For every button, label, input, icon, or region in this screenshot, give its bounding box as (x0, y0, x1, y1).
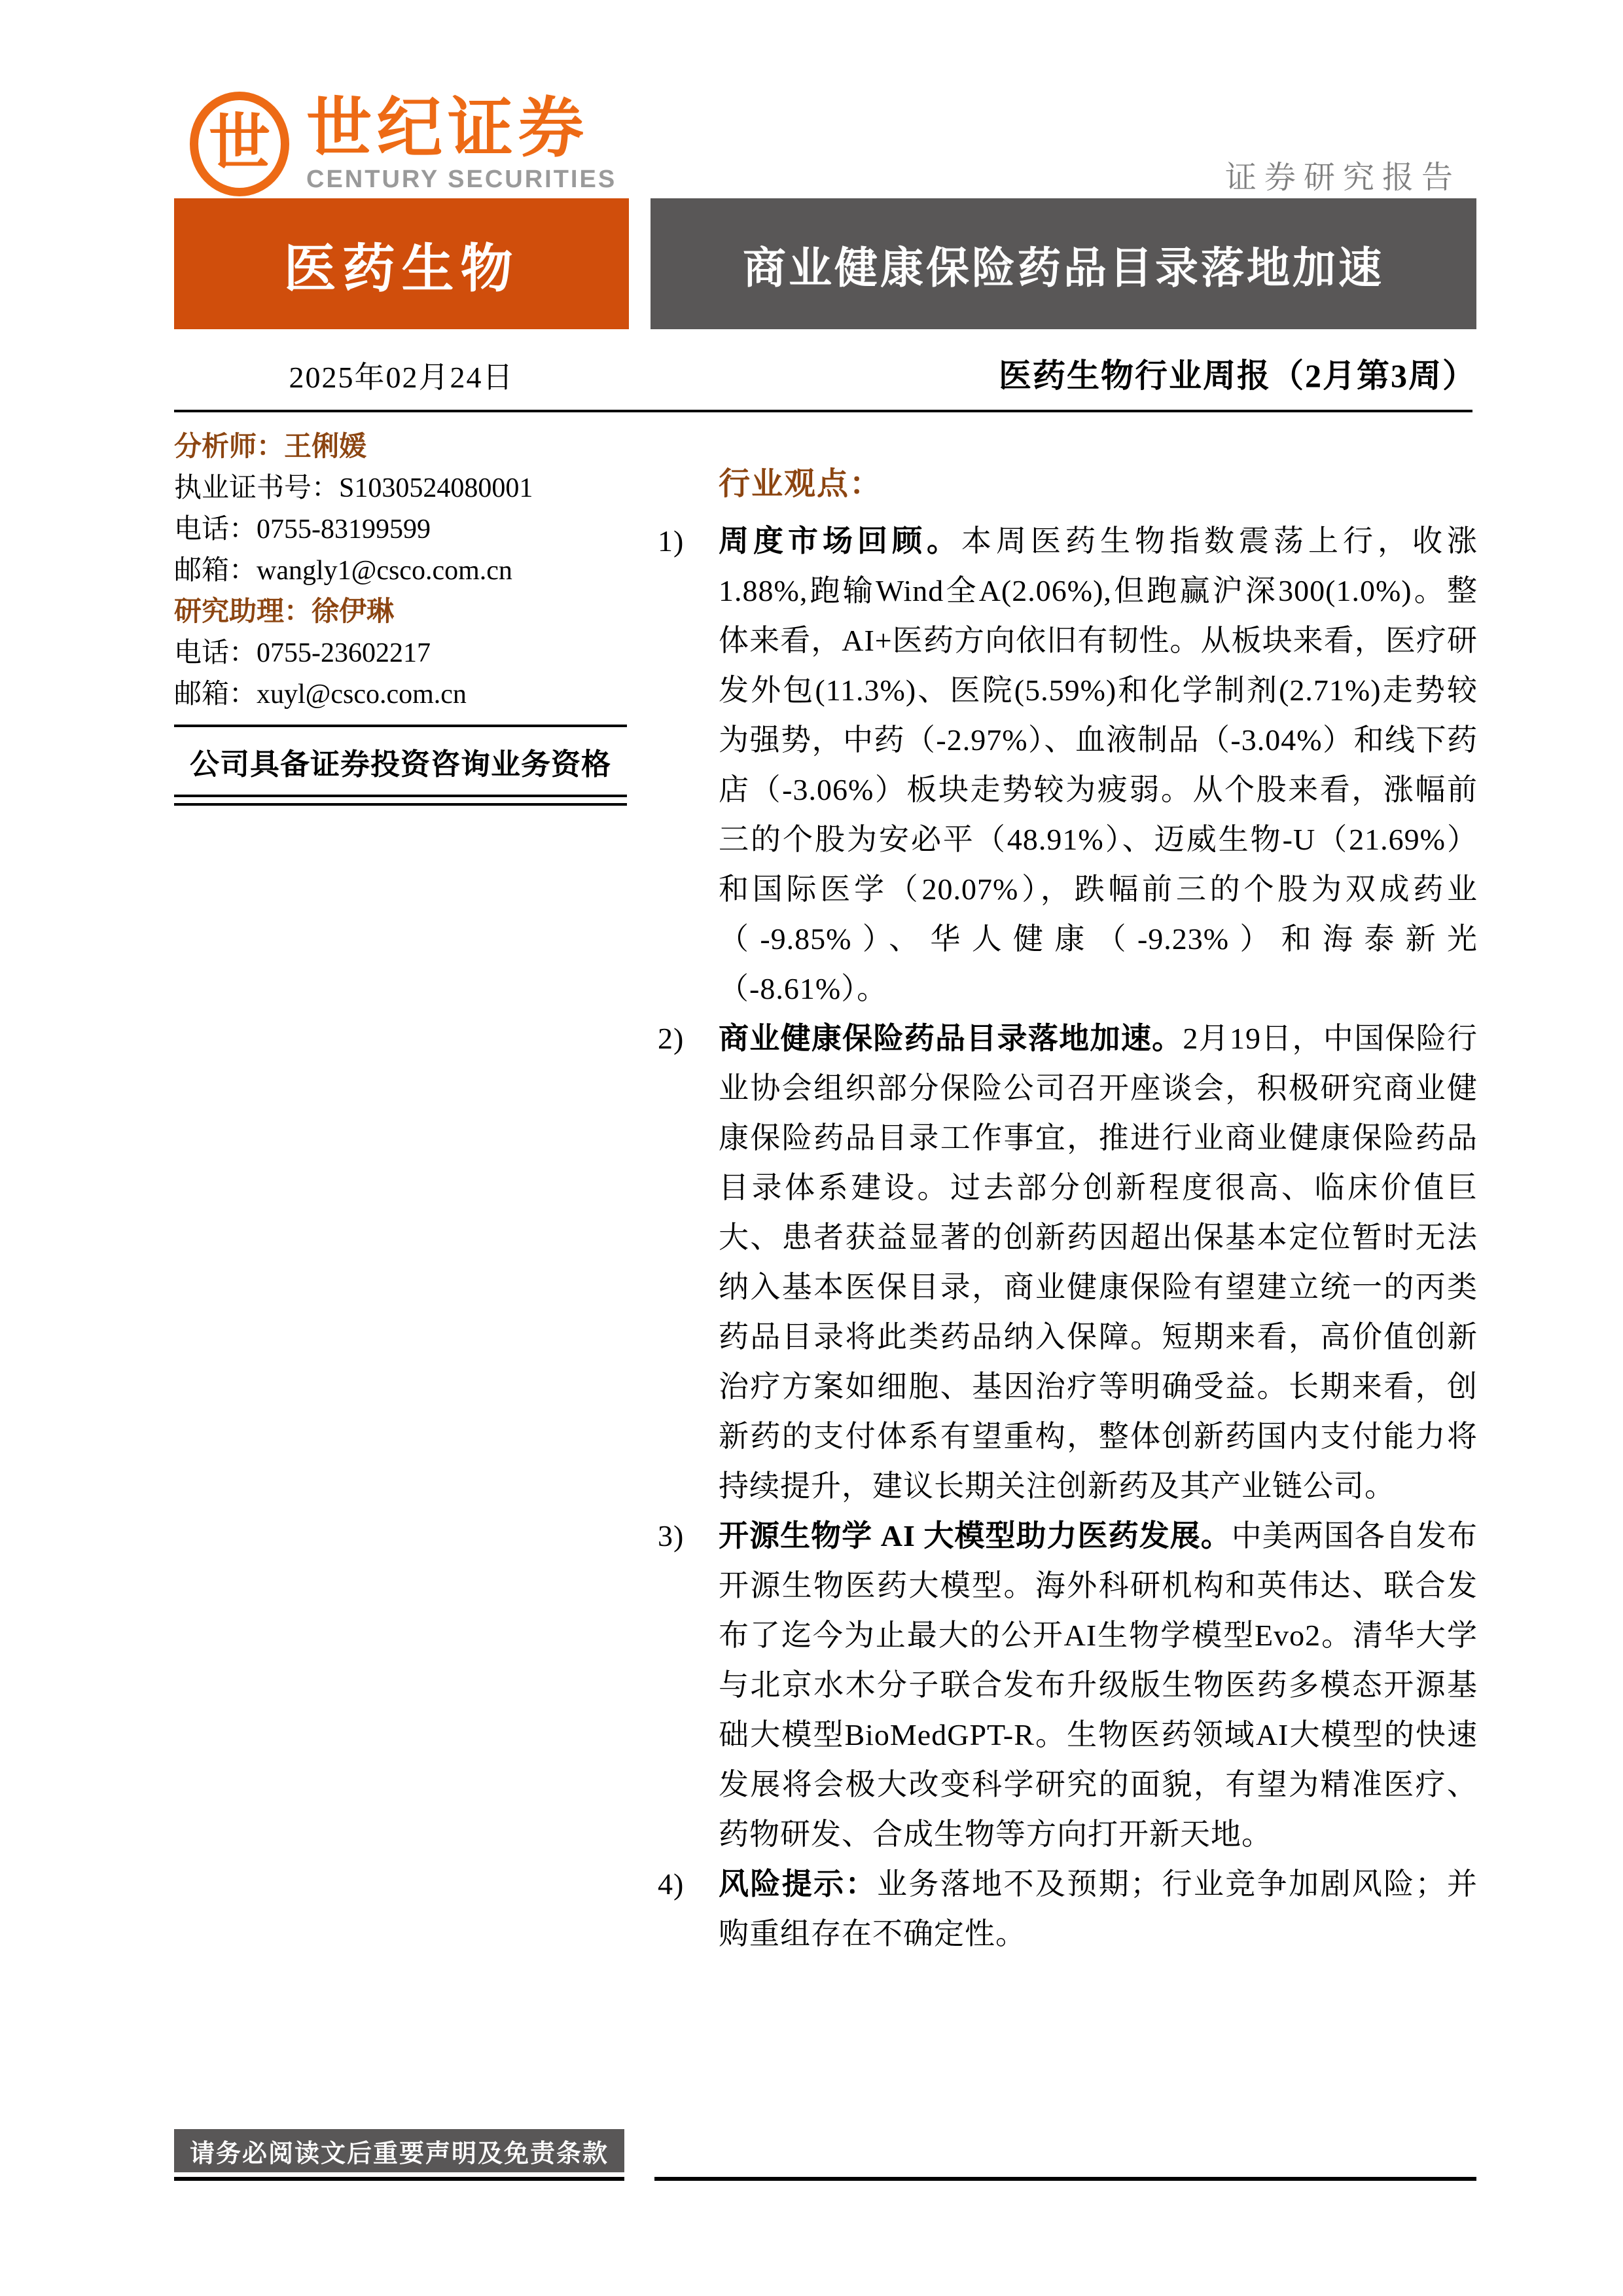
analyst-license-row: 执业证书号：S1030524080001 (174, 473, 533, 503)
analyst-name-row: 分析师：王俐媛 (174, 432, 367, 462)
point-text: 中美两国各自发布开源生物医药大模型。海外科研机构和英伟达、联合发布了迄今为止最大的公开AI生物学模型Evo2。清华大学与北京水木分子联合发布升级版生物医药多模态开源基础大模型BioMedGPT-R。生物医药领域AI大模型的快速发展将会极大改变科学研究的面貌，有望为精准医疗、药物研发、合成生物等方向打开新天地。 (719, 1519, 1478, 1851)
date-row (174, 350, 1476, 397)
assistant-name-row: 研究助理：徐伊琳 (174, 597, 395, 627)
report-title-box: 商业健康保险药品目录落地加速 (651, 198, 1476, 329)
footer-rule-right (654, 2177, 1476, 2181)
point-item-4 (658, 1859, 1478, 1959)
industry-box: 医药生物 (174, 198, 629, 329)
section-title: 行业观点： (719, 467, 883, 501)
qualification-note: 公司具备证券投资咨询业务资格 (189, 748, 611, 781)
point-lead: 风险提示： (719, 1867, 877, 1901)
analyst-phone-row: 电话：0755-83199599 (174, 514, 431, 545)
point-body (719, 1859, 1478, 1959)
footer-rule-left (174, 2177, 624, 2181)
report-series: 医药生物行业周报（2月第3周） (999, 357, 1476, 394)
point-body (719, 516, 1478, 1014)
point-body (719, 1511, 1478, 1859)
header-rule (174, 410, 1472, 412)
assistant-email-row: 邮箱：xuyl@csco.com.cn (174, 679, 467, 709)
point-lead: 开源生物学 AI 大模型助力医药发展。 (719, 1519, 1232, 1552)
point-lead: 商业健康保险药品目录落地加速。 (719, 1022, 1183, 1055)
point-item-1 (658, 516, 1478, 1014)
assistant-phone-row: 电话：0755-23602217 (174, 638, 431, 668)
century-securities-logo (190, 92, 616, 196)
report-date: 2025年02月24日 (289, 361, 514, 394)
point-number: 4) (658, 1867, 685, 1901)
point-number: 1) (658, 524, 685, 558)
logo-emblem-icon (190, 92, 289, 196)
point-text: 2月19日，中国保险行业协会组织部分保险公司召开座谈会，积极研究商业健康保险药品目录工作事宜，推进行业商业健康保险药品目录体系建设。过去部分创新程度很高、临床价值巨大、患者获益显著的创新药因超出保基本定位暂时无法纳入基本医保目录，商业健康保险有望建立统一的丙类药品目录将此类药品纳入保障。短期来看，高价值创新治疗方案如细胞、基因治疗等明确受益。长期来看，创新药的支付体系有望重构，整体创新药国内支付能力将持续提升，建议长期关注创新药及其产业链公司。 (719, 1022, 1478, 1503)
point-text: 本周医药生物指数震荡上行，收涨1.88%,跑输Wind全A(2.06%),但跑赢沪深300(1.0%)。整体来看，AI+医药方向依旧有韧性。从板块来看，医疗研发外包(11.3%)、医院(5.59%)和化学制剂(2.71%)走势较为强势，中药（-2.97%）、血液制品（-3.04%）和线下药店（-3.06%）板块走势较为疲弱。从个股来看，涨幅前三的个股为安必平（48.91%）、迈威生物-U（21.69%）和国际医学（20.07%），跌幅前三的个股为双成药业（-9.85%）、华人健康（-9.23%）和海泰新光（-8.61%）。 (719, 524, 1478, 1005)
logo-emblem-char: 世 (208, 108, 270, 177)
report-type-label: 证券研究报告 (1224, 160, 1461, 195)
point-body (719, 1014, 1478, 1511)
point-number: 3) (658, 1519, 685, 1552)
logo-name-en: CENTURY SECURITIES (306, 165, 617, 193)
disclaimer-banner: 请务必阅读文后重要声明及免责条款 (174, 2129, 624, 2172)
point-number: 2) (658, 1022, 685, 1055)
analyst-email-row: 邮箱：wangly1@csco.com.cn (174, 556, 512, 586)
main-content (658, 458, 1478, 1959)
point-item-2 (658, 1014, 1478, 1511)
analyst-sidebar (174, 427, 627, 806)
logo-text (306, 92, 617, 194)
point-item-3 (658, 1511, 1478, 1859)
logo-name-cn: 世纪证券 (306, 92, 589, 165)
point-lead: 周度市场回顾。 (719, 524, 961, 558)
point-text: 业务落地不及预期；行业竞争加剧风险；并购重组存在不确定性。 (719, 1867, 1478, 1950)
title-band (174, 198, 1476, 329)
sidebar-rule-bottom (174, 795, 627, 806)
